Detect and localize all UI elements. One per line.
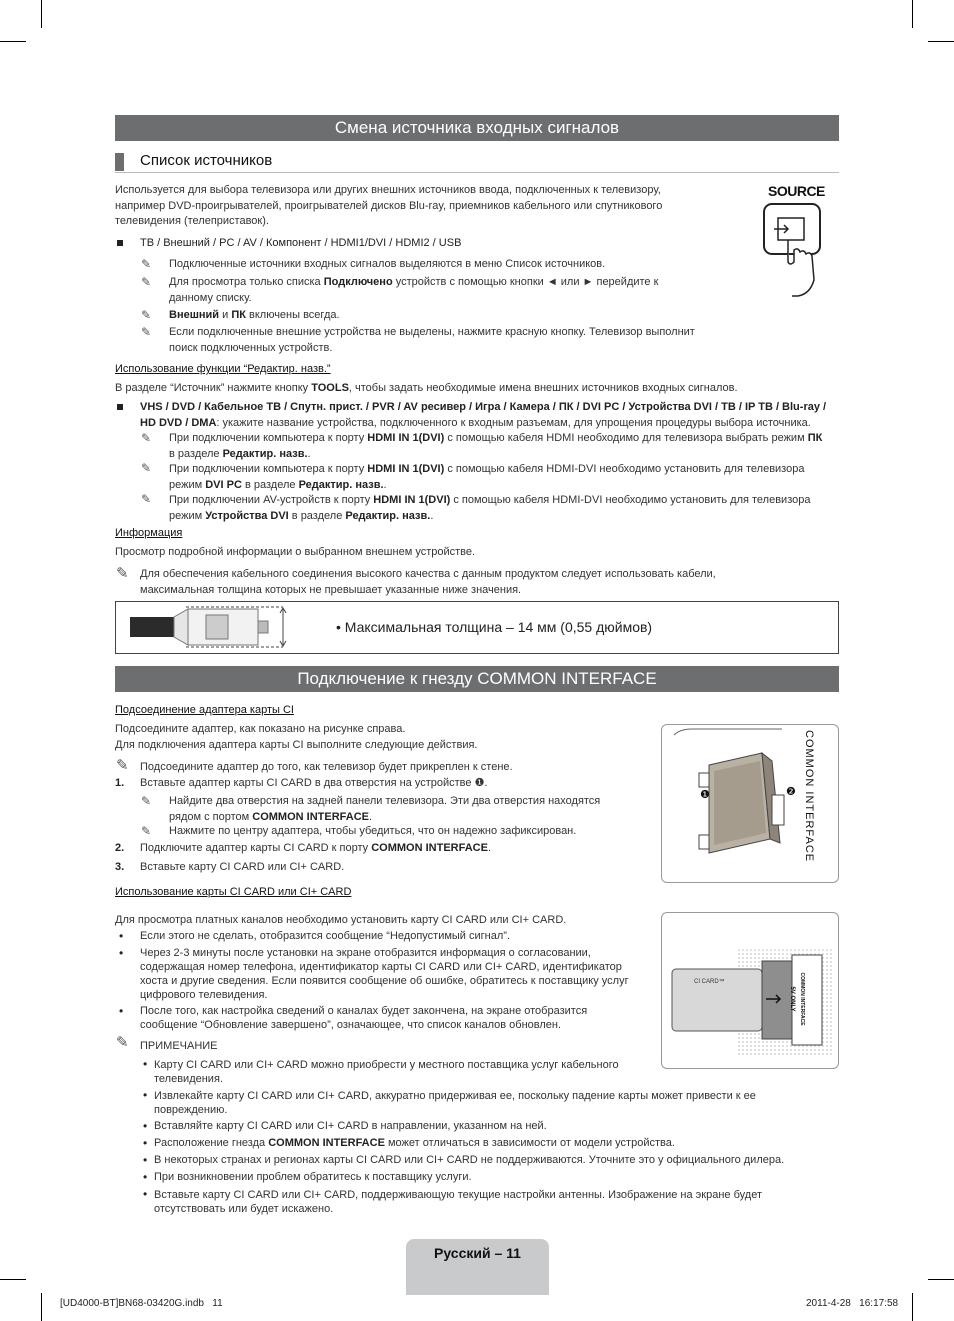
page-number-tab [406,1239,549,1295]
bullet-dot: • [143,1088,148,1102]
note-text: При подключении компьютера к порту HDMI IN 1(DVI) с помощью кабеля HDMI-DVI необходимо установить для телевизора режим DVI PC в разделе Редактир. назв.. [169,463,805,491]
intro-text: Используется для выбора телевизора или других внешних источников ввода, подключенных к телевизору, например DVD-проигрывателей, проигрывателей дисков Blu-ray, приемников кабельного или спутникового телевидения (телеприставок). [115,184,663,227]
bullet-dot: • [143,1119,148,1133]
note-text: Если подключенные внешние устройства не выделены, нажмите красную кнопку. Телевизор выполнит поиск подключенных устройств. [169,326,695,354]
step-number: 1. [115,777,125,789]
adapter-text: Для подключения адаптера карты CI выполните следующие действия. [115,739,478,751]
card-bullet: Если этого не сделать, отобразится сообщение “Недопустимый сигнал”. [140,930,510,942]
bullet-dot: • [143,1153,148,1167]
crop-mark [912,0,913,28]
print-date: 2011-4-28 16:17:58 [806,1298,899,1309]
card-heading: Использование карты CI CARD или CI+ CARD [115,886,352,898]
card-intro: Для просмотра платных каналов необходимо установить карту CI CARD или CI+ CARD. [115,914,567,926]
note-icon: ✎ [141,431,152,445]
note-text: Нажмите по центру адаптера, чтобы убедиться, что он надежно зафиксирован. [169,825,577,837]
bullet-square [117,404,123,410]
edit-heading: Использование функции “Редактир. назв.” [115,363,331,375]
subsection-marker [115,153,124,171]
common-interface-label: COMMON INTERFACE [803,730,815,863]
note-icon: ✎ [141,308,152,322]
bullet-square [117,240,123,246]
bullet-dot: • [119,946,124,960]
bullet-dot: • [143,1136,148,1150]
note-heading: ПРИМЕЧАНИЕ [140,1040,218,1052]
adapter-note: Подсоедините адаптер до того, как телевизор будет прикреплен к стене. [140,761,513,773]
source-button-illustration [760,200,830,300]
adapter-text: Подсоедините адаптер, как показано на рисунке справа. [115,723,406,735]
subsection-title: Список источников [140,152,273,169]
bullet-dot: • [143,1170,148,1184]
note-text: Подключенные источники входных сигналов выделяются в меню Список источников. [169,258,606,270]
bullet-dot: • [119,1004,124,1018]
slot-label: COMMON INTERFACE [799,972,805,1026]
subsection-header [115,150,839,173]
note-text: Найдите два отверстия на задней панели телевизора. Эти два отверстия находятся рядом с портом COMMON INTERFACE. [169,795,601,823]
note-icon: ✎ [141,492,152,506]
edit-intro: В разделе “Источник” нажмите кнопку TOOLS, чтобы задать необходимые имена внешних источников входных сигналов. [115,382,738,394]
note-icon: ✎ [116,565,129,582]
device-list: VHS / DVD / Кабельное ТВ / Спутн. прист. / PVR / AV ресивер / Игра / Камера / ПК / DVI PC / Устройства DVI / ТВ / IP ТВ / Blu-ray / HD DVD / DMA: укажите название устройства, подключенного к входным разъемам, для упрощения процедуры выбора источника. [140,401,827,429]
note-icon: ✎ [141,794,152,808]
marker-1: ❶ [700,789,710,801]
cable-spec: • Максимальная толщина – 14 мм (0,55 дюймов) [336,619,653,635]
note-item: Карту CI CARD или CI+ CARD можно приобрести у местного поставщика услуг кабельного телевидения. [154,1059,619,1085]
5v-label: 5V ONLY [789,986,795,1012]
ci-card-illustration [662,913,838,1068]
note-icon: ✎ [116,1034,129,1051]
note-icon: ✎ [116,757,129,774]
crop-mark [912,1293,913,1321]
section-title: Подключение к гнезду COMMON INTERFACE [115,666,839,692]
source-label: SOURCE [768,183,825,199]
note-text: При подключении AV-устройств к порту HDMI IN 1(DVI) с помощью кабеля HDMI-DVI необходимо установить для телевизора режим Устройства DVI в разделе Редактир. назв.. [169,494,811,522]
page-number: Русский – 11 [434,1245,521,1261]
note-item: Расположение гнезда COMMON INTERFACE может отличаться в зависимости от модели устройства. [154,1137,675,1149]
info-text: Просмотр подробной информации о выбранном внешнем устройстве. [115,546,476,558]
crop-mark [928,41,954,42]
section-title: Смена источника входных сигналов [115,115,839,141]
card-bullet: Через 2-3 минуты после установки на экране отобразится информация о согласовании, содержащая номер телефона, идентификатор карты CI CARD или CI+ CARD, идентификатор хоста и другие сведения. Если появится сообщение об ошибке, обратитесь к поставщику услуг цифрового телевидения. [140,947,629,1001]
note-item: При возникновении проблем обратитесь к поставщику услуги. [154,1171,472,1183]
bullet-dot: • [143,1057,148,1071]
ci-card-label: CI CARD™ [694,979,725,985]
note-item: Вставьте карту CI CARD или CI+ CARD, поддерживающую текущие настройки антенны. Изображение на экране будет отсутствовать или будет искажено. [154,1189,762,1215]
step-text: Вставьте адаптер карты CI CARD в два отверстия на устройстве ❶. [140,777,488,789]
note-text: Внешний и ПК включены всегда. [169,309,340,321]
cable-illustration [128,605,298,649]
step-text: Вставьте карту CI CARD или CI+ CARD. [140,861,345,873]
adapter-figure [661,724,839,883]
bullet-dot: • [119,929,124,943]
file-info: [UD4000-BT]BN68-03420G.indb 11 [60,1298,223,1309]
note-icon: ✎ [141,275,152,289]
bullet-dot: • [143,1187,148,1201]
note-item: Извлекайте карту CI CARD или CI+ CARD, аккуратно придерживая ее, поскольку падение карты может привести к ее повреждению. [154,1090,756,1116]
cable-note: Для обеспечения кабельного соединения высокого качества с данным продуктом следует использовать кабели, максимальная толщина которых не превышает указанные ниже значения. [140,568,716,596]
note-item: В некоторых странах и регионах карты CI CARD или CI+ CARD не поддерживаются. Уточните это у официального дилера. [154,1154,785,1166]
note-text: Для просмотра только списка Подключено устройств с помощью кнопки ◄ или ► перейдите к данному списку. [169,276,659,304]
note-icon: ✎ [141,257,152,271]
ci-card-figure [661,912,839,1069]
crop-mark [41,0,42,28]
adapter-heading: Подсоединение адаптера карты CI [115,704,294,716]
note-icon: ✎ [141,325,152,339]
crop-mark [928,1279,954,1280]
marker-2: ❷ [786,786,796,798]
step-text: Подключите адаптер карты CI CARD к порту COMMON INTERFACE. [140,842,492,854]
crop-mark [41,1293,42,1321]
note-text: При подключении компьютера к порту HDMI IN 1(DVI) с помощью кабеля HDMI необходимо для телевизора выбрать режим ПК в разделе Редактир. назв.. [169,432,823,460]
note-icon: ✎ [141,461,152,475]
note-item: Вставляйте карту CI CARD или CI+ CARD в направлении, указанном на ней. [154,1120,547,1132]
card-bullet: После того, как настройка сведений о каналах будет закончена, на экране отобразится сообщение “Обновление завершено”, означающее, что список каналов обновлен. [140,1005,588,1031]
source-list: ТВ / Внешний / PC / AV / Компонент / HDMI1/DVI / HDMI2 / USB [140,237,462,249]
crop-mark [0,41,26,42]
info-heading: Информация [115,527,183,539]
note-icon: ✎ [141,824,152,838]
crop-mark [0,1279,26,1280]
step-number: 3. [115,861,125,873]
step-number: 2. [115,842,125,854]
